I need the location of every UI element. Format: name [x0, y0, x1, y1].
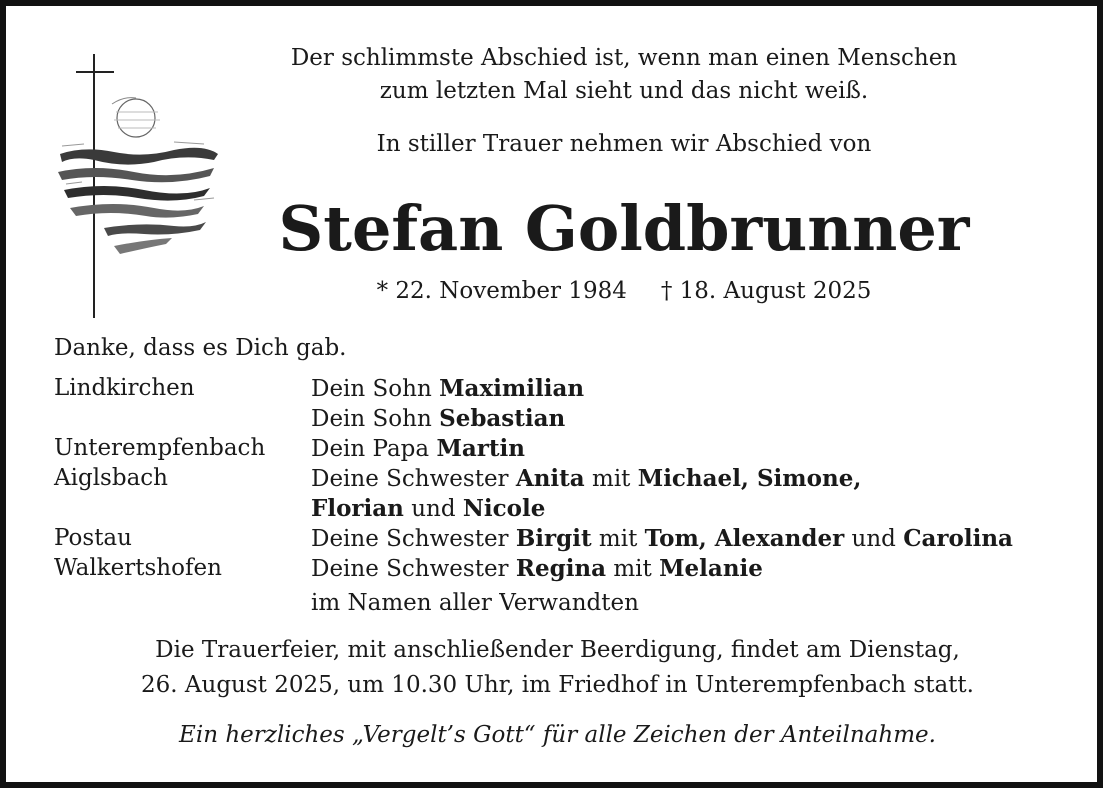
mourner-relation — [311, 407, 565, 431]
mourner-relation-text: mit — [591, 526, 645, 552]
funeral-info-line-2: 26. August 2025, um 10.30 Uhr, im Friedhof in Unterempfenbach statt. — [141, 672, 974, 698]
mourner-relation-text: Dein Papa — [311, 436, 437, 462]
mourner-place: Postau — [54, 525, 132, 551]
mourner-name: Michael, Simone, — [637, 465, 862, 492]
mourner-name: Sebastian — [439, 405, 566, 432]
cross-sunset-icon — [54, 50, 224, 322]
mourner-relation-text: Deine Schwester — [311, 466, 516, 492]
mourner-place: Lindkirchen — [54, 375, 195, 401]
quote-line-2: zum letzten Mal sieht und das nicht weiß. — [379, 78, 869, 104]
mourner-relation — [311, 497, 545, 521]
mourner-name: Anita — [515, 465, 585, 492]
mourner-place: Walkertshofen — [54, 555, 222, 581]
quote-line-1: Der schlimmste Abschied ist, wenn man einen Menschen — [290, 45, 958, 71]
mourner-name: Martin — [436, 435, 526, 462]
mourner-name: Regina — [515, 555, 607, 582]
mourner-relation — [311, 527, 1013, 551]
intro-text: In stiller Trauer nehmen wir Abschied von — [376, 131, 872, 157]
mourner-relation-text: Deine Schwester — [311, 526, 516, 552]
funeral-info-line-1: Die Trauerfeier, mit anschließender Beerdigung, findet am Dienstag, — [155, 637, 960, 663]
mourner-relation — [311, 437, 525, 461]
mourner-relation-text: und — [403, 496, 463, 522]
mourner-name: Tom, Alexander — [644, 525, 845, 552]
mourner-relation-text: Dein Sohn — [311, 406, 440, 432]
mourner-relation — [311, 377, 584, 401]
mourner-name: Florian — [311, 495, 404, 522]
mourner-place: Unterempfenbach — [54, 435, 266, 461]
birth-date: * 22. November 1984 — [376, 278, 627, 304]
mourner-relation-text: mit — [584, 466, 638, 492]
death-date: † 18. August 2025 — [660, 278, 872, 304]
closing-thanks: Ein herzliches „Vergelt’s Gott“ für alle Zeichen der Anteilnahme. — [179, 722, 936, 748]
mourner-relation-text: Deine Schwester — [311, 556, 516, 582]
mourner-name: Birgit — [515, 525, 592, 552]
life-dates — [206, 280, 1042, 303]
mourner-relation — [311, 467, 861, 491]
mourner-relation-text: mit — [606, 556, 660, 582]
thanks-text: Danke, dass es Dich gab. — [54, 335, 347, 361]
mourner-relation-text: und — [844, 526, 904, 552]
mourner-name: Nicole — [462, 495, 546, 522]
mourner-name: Maximilian — [439, 375, 585, 402]
mourner-name: Melanie — [659, 555, 763, 582]
mourner-name: Carolina — [903, 525, 1013, 552]
mourner-relation — [311, 557, 763, 581]
mourner-place: Aiglsbach — [54, 465, 168, 491]
relatives-note: im Namen aller Verwandten — [311, 590, 639, 616]
mourner-relation-text: Dein Sohn — [311, 376, 440, 402]
deceased-name: Stefan Goldbrunner — [278, 192, 970, 265]
